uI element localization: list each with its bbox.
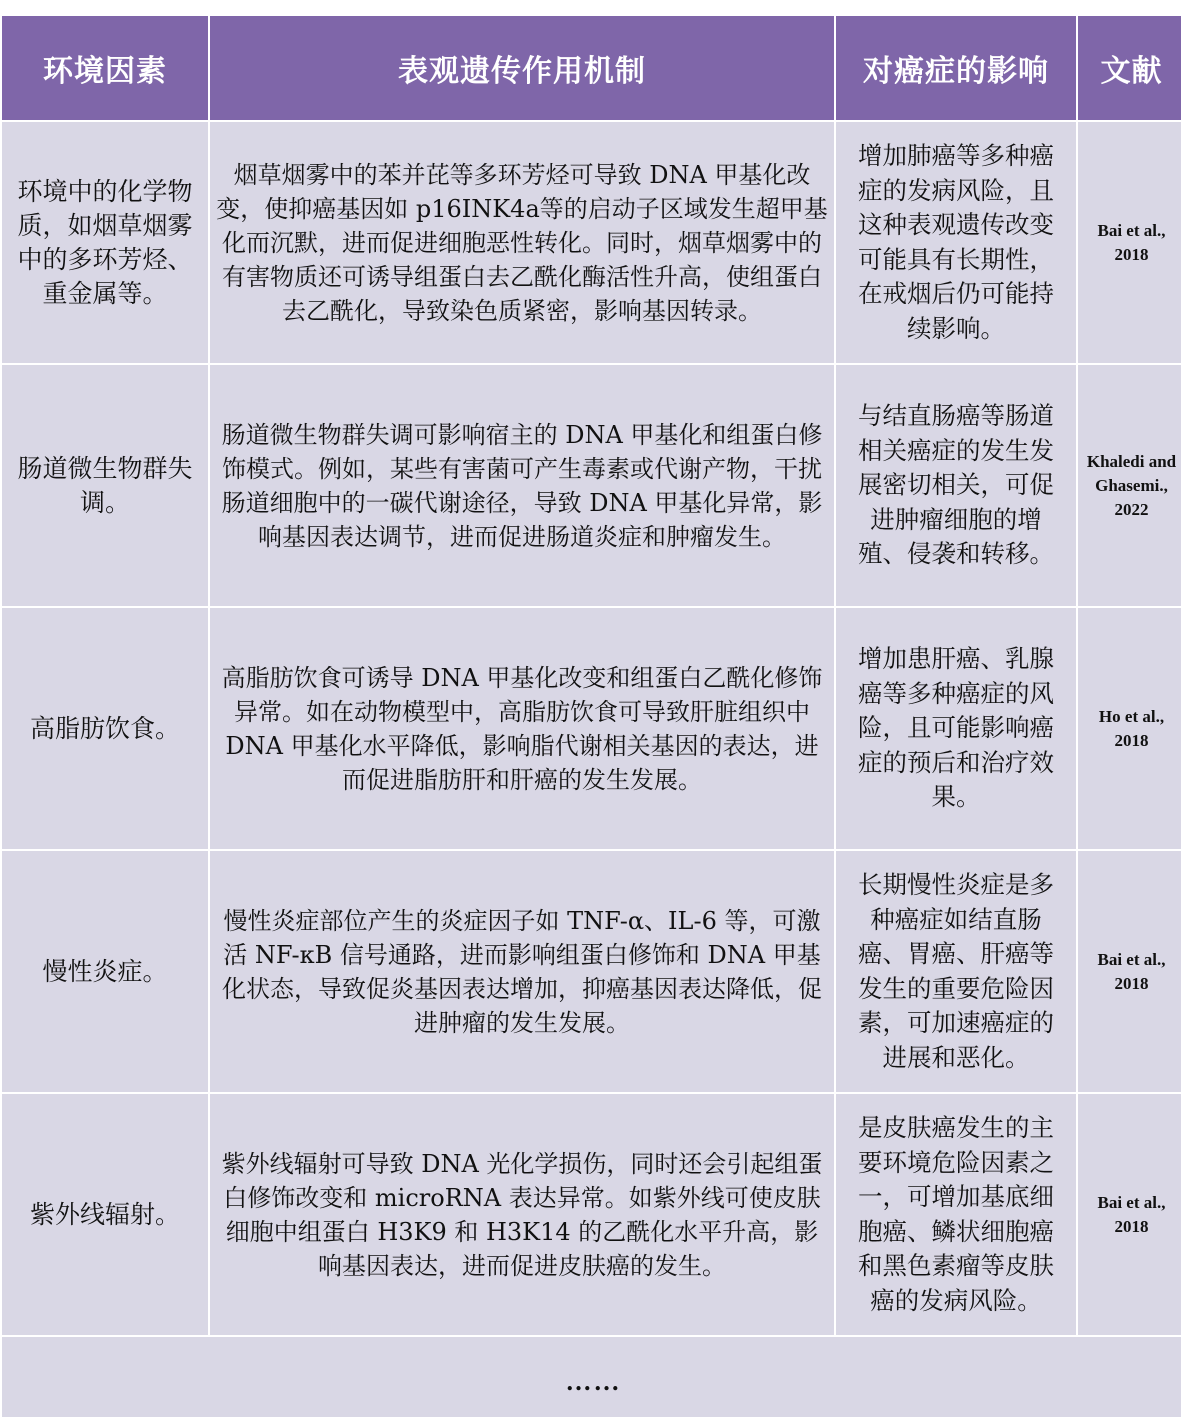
row-5-impact: 是皮肤癌发生的主要环境危险因素之一，可增加基底细胞癌、鳞状细胞癌和黑色素瘤等皮肤癌的发病风险。	[836, 1094, 1076, 1335]
row-4-mechanism: 慢性炎症部位产生的炎症因子如 TNF-α、IL-6 等，可激活 NF-κB 信号通路，进而影响组蛋白修饰和 DNA 甲基化状态，导致促炎基因表达增加，抑癌基因表达降低，促进肿瘤的发生发展。	[210, 851, 834, 1092]
header-reference: 文献	[1078, 16, 1181, 120]
header-epigenetic-mechanism: 表观遗传作用机制	[210, 16, 834, 120]
row-3-impact: 增加患肝癌、乳腺癌等多种癌症的风险，且可能影响癌症的预后和治疗效果。	[836, 608, 1076, 849]
header-cancer-impact: 对癌症的影响	[836, 16, 1076, 120]
row-2-impact: 与结直肠癌等肠道相关癌症的发生发展密切相关，可促进肿瘤细胞的增殖、侵袭和转移。	[836, 365, 1076, 606]
row-5-reference: Bai et al., 2018	[1078, 1094, 1181, 1335]
row-3-factor: 高脂肪饮食。	[2, 608, 208, 849]
row-1-reference: Bai et al., 2018	[1078, 122, 1181, 363]
table-continuation-ellipsis: ……	[2, 1337, 1181, 1417]
row-4-factor: 慢性炎症。	[2, 851, 208, 1092]
header-environmental-factor: 环境因素	[2, 16, 208, 120]
row-4-reference: Bai et al., 2018	[1078, 851, 1181, 1092]
row-1-impact: 增加肺癌等多种癌症的发病风险，且这种表观遗传改变可能具有长期性，在戒烟后仍可能持续影响。	[836, 122, 1076, 363]
row-2-reference: Khaledi and Ghasemi., 2022	[1078, 365, 1181, 606]
row-3-reference: Ho et al., 2018	[1078, 608, 1181, 849]
row-2-mechanism: 肠道微生物群失调可影响宿主的 DNA 甲基化和组蛋白修饰模式。例如，某些有害菌可产生毒素或代谢产物，干扰肠道细胞中的一碳代谢途径，导致 DNA 甲基化异常，影响基因表达调节，进而促进肠道炎症和肿瘤发生。	[210, 365, 834, 606]
row-5-factor: 紫外线辐射。	[2, 1094, 208, 1335]
row-2-factor: 肠道微生物群失调。	[2, 365, 208, 606]
row-1-mechanism: 烟草烟雾中的苯并芘等多环芳烃可导致 DNA 甲基化改变，使抑癌基因如 p16INK4a等的启动子区域发生超甲基化而沉默，进而促进细胞恶性转化。同时，烟草烟雾中的有害物质还可诱导组蛋白去乙酰化酶活性升高，使组蛋白去乙酰化，导致染色质紧密，影响基因转录。	[210, 122, 834, 363]
row-4-impact: 长期慢性炎症是多种癌症如结直肠癌、胃癌、肝癌等发生的重要危险因素，可加速癌症的进展和恶化。	[836, 851, 1076, 1092]
row-5-mechanism: 紫外线辐射可导致 DNA 光化学损伤，同时还会引起组蛋白修饰改变和 microRNA 表达异常。如紫外线可使皮肤细胞中组蛋白 H3K9 和 H3K14 的乙酰化水平升高，影响基因表达，进而促进皮肤癌的发生。	[210, 1094, 834, 1335]
row-1-factor: 环境中的化学物质，如烟草烟雾中的多环芳烃、重金属等。	[2, 122, 208, 363]
row-3-mechanism: 高脂肪饮食可诱导 DNA 甲基化改变和组蛋白乙酰化修饰异常。如在动物模型中，高脂肪饮食可导致肝脏组织中 DNA 甲基化水平降低，影响脂代谢相关基因的表达，进而促进脂肪肝和肝癌的发生发展。	[210, 608, 834, 849]
data-table	[2, 16, 1179, 1417]
